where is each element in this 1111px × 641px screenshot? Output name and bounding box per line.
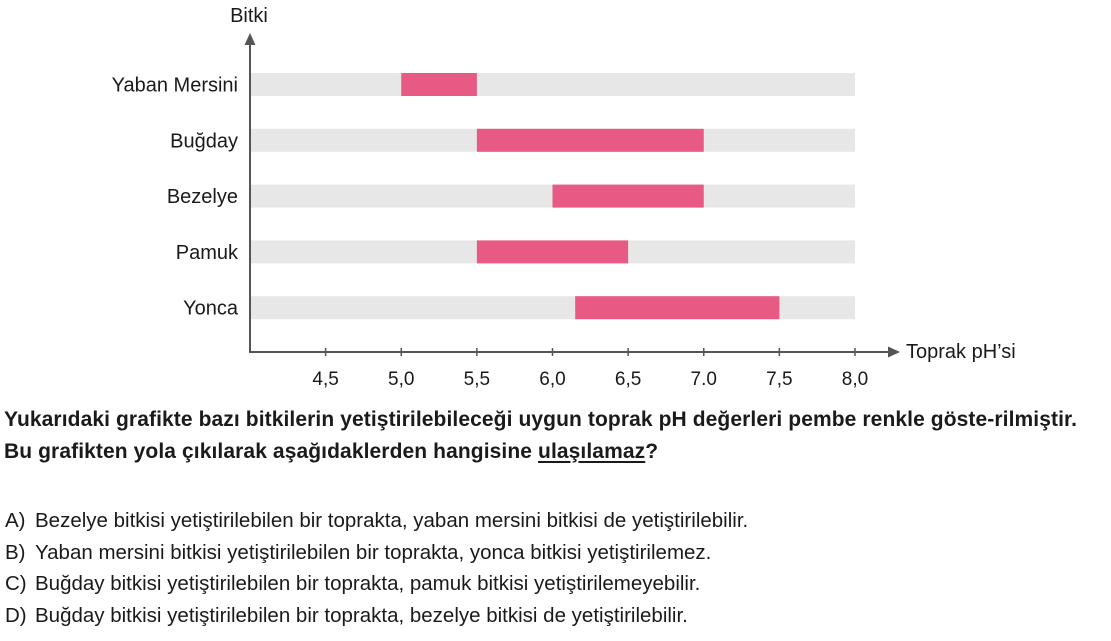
ph-range-bar — [553, 185, 704, 208]
option-d[interactable] — [5, 600, 1105, 632]
category-label: Bezelye — [166, 186, 238, 209]
option-letter: C) — [5, 572, 27, 595]
question-text — [4, 404, 1108, 468]
question-body: Yukarıdaki grafikte bazı bitkilerin yetiştirilebileceği uygun toprak pH değerleri pembe renkle göste-rilmiştir. Bu grafikten yola çıkılarak aşağıdaklerden hangisine — [4, 408, 1078, 463]
option-a[interactable] — [5, 505, 1105, 537]
option-letter: A) — [5, 509, 26, 532]
x-tick-label: 7,5 — [766, 369, 793, 390]
question-underlined-word: ulaşılamaz — [538, 440, 646, 463]
category-label: Buğday — [170, 130, 238, 153]
ph-range-bar — [401, 73, 477, 96]
x-tick-label: 6,5 — [614, 369, 642, 390]
x-tick-label: 7.0 — [690, 369, 717, 390]
y-axis-title: Bitki — [230, 5, 268, 27]
option-text: Buğday bitkisi yetiştirilebilen bir toprakta, bezelye bitkisi de yetiştirilebilir. — [35, 603, 688, 627]
ph-range-bar — [575, 296, 779, 319]
option-text: Bezelye bitkisi yetiştirilebilen bir toprakta, yaban mersini bitkisi de yetiştirilebilir. — [35, 509, 749, 532]
x-tick-label: 8,0 — [841, 369, 869, 390]
option-b[interactable] — [5, 537, 1105, 569]
background-track — [250, 73, 855, 96]
x-tick-label: 5,5 — [463, 369, 491, 390]
x-axis-arrow — [888, 347, 900, 358]
x-tick-label: 4,5 — [312, 369, 339, 390]
category-label: Yaban Mersini — [111, 74, 238, 97]
option-c[interactable] — [5, 568, 1105, 600]
option-letter: D) — [5, 603, 27, 627]
category-label: Yonca — [183, 297, 238, 320]
option-text: Buğday bitkisi yetiştirilebilen bir toprakta, pamuk bitkisi yetiştirilemeyebilir. — [35, 572, 701, 595]
category-label: Pamuk — [175, 241, 238, 264]
x-axis-title: Toprak pH’si — [906, 341, 1016, 363]
ph-range-bar — [477, 129, 704, 152]
question-mark: ? — [645, 440, 659, 463]
x-tick-label: 5,0 — [388, 369, 415, 390]
option-text: Yaban mersini bitkisi yetiştirilebilen bir toprakta, yonca bitkisi yetiştirilemez. — [35, 540, 712, 564]
answer-options — [5, 505, 1105, 631]
y-axis-arrow — [245, 33, 256, 45]
x-tick-label: 6,0 — [539, 369, 566, 390]
option-letter: B) — [5, 540, 26, 564]
ph-range-bar — [477, 240, 628, 263]
